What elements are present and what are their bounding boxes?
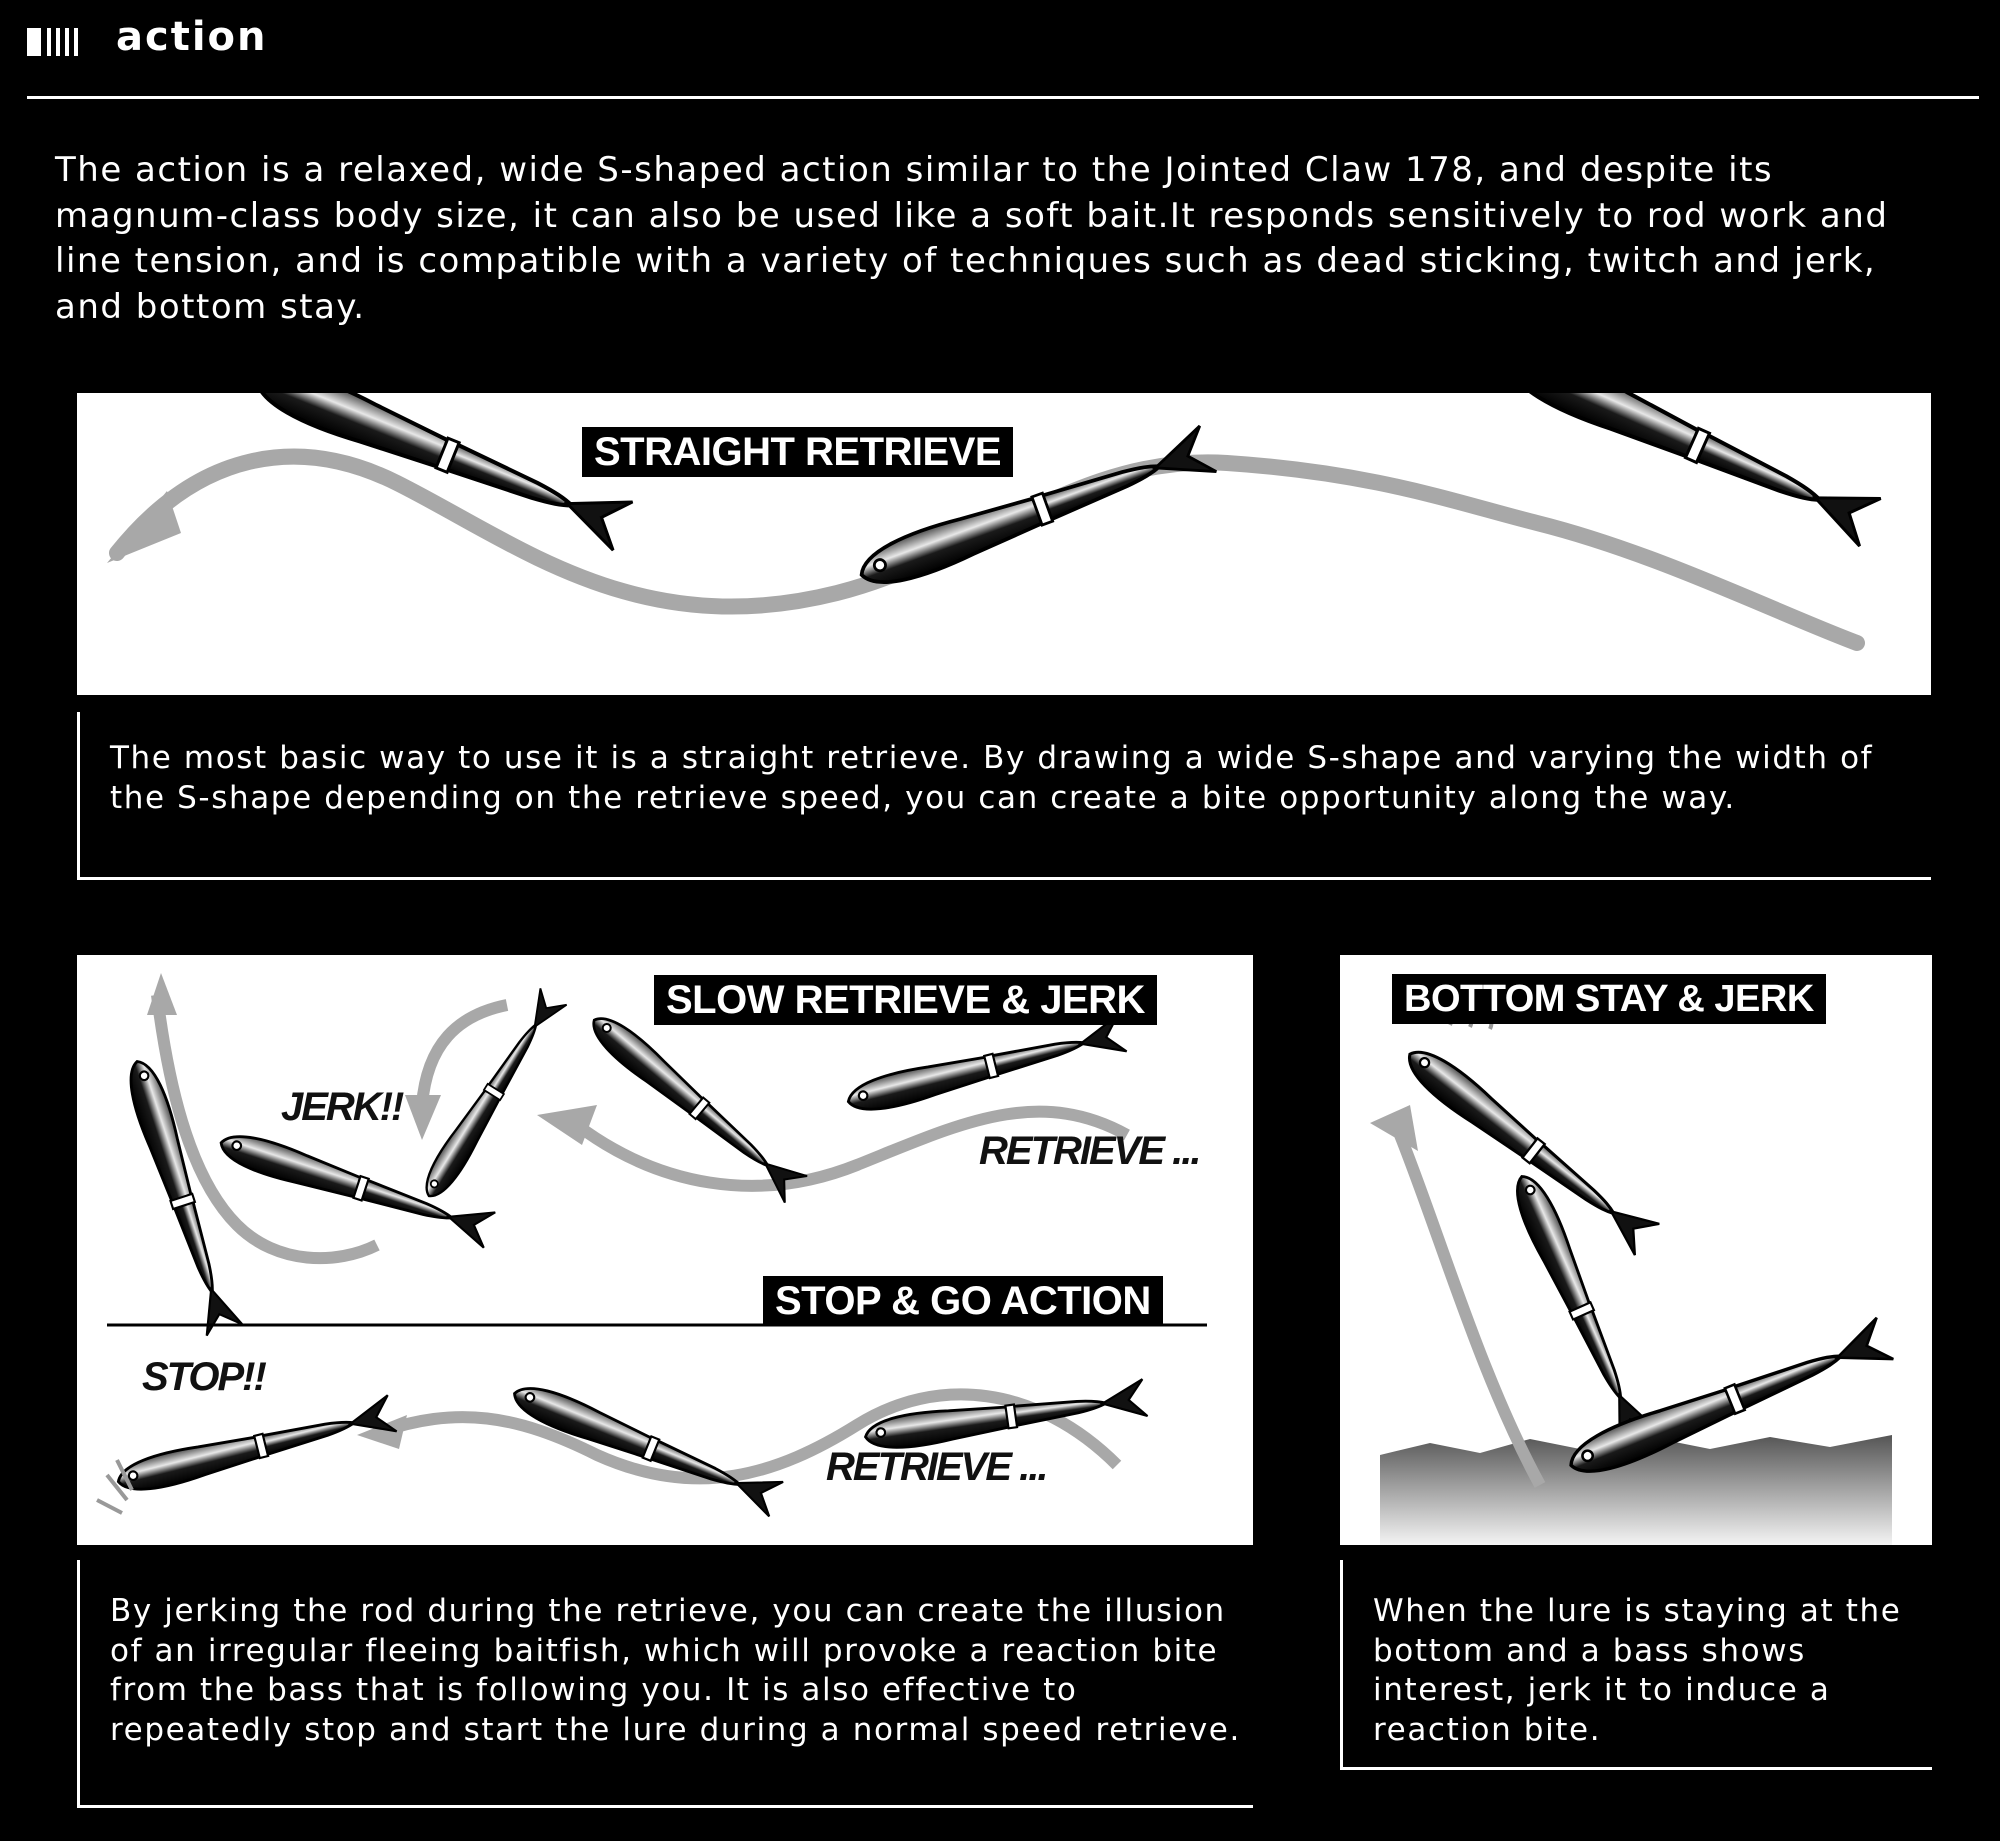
- retrieve-label-lower: RETRIEVE ...: [826, 1445, 1047, 1489]
- bottom-stay-jerk-illustration: [1340, 955, 1932, 1545]
- slow-retrieve-jerk-label: SLOW RETRIEVE & JERK: [654, 975, 1157, 1025]
- intro-text: The action is a relaxed, wide S-shaped action similar to the Jointed Claw 178, and despite its magnum-class body size, it can also be used like a soft bait.It responds sensitively to rod work and line tension, and is compatible with a variety of techniques such as dead sticking, twitch and jerk, and bottom stay.: [55, 150, 1889, 327]
- header-divider: [27, 96, 1979, 99]
- bottom-stay-jerk-drawing: [1340, 955, 1932, 1545]
- bottom-stay-jerk-caption: When the lure is staying at the bottom and a bass shows interest, jerk it to induce a reaction bite.: [1340, 1560, 1932, 1770]
- section-bars-icon: [27, 28, 81, 56]
- slow-retrieve-jerk-drawing: [77, 955, 1253, 1545]
- slow-retrieve-jerk-caption: By jerking the rod during the retrieve, you can create the illusion of an irregular fleeing baitfish, which will provoke a reaction bite from the bass that is following you. It is also effective to repeatedly stop and start the lure during a normal speed retrieve.: [77, 1560, 1253, 1808]
- section-title: action: [116, 14, 268, 60]
- straight-retrieve-caption: The most basic way to use it is a straight retrieve. By drawing a wide S-shape and varying the width of the S-shape depending on the retrieve speed, you can create a bite opportunity along the way.: [77, 712, 1931, 880]
- slow-retrieve-jerk-illustration: [77, 955, 1253, 1545]
- straight-retrieve-illustration: [77, 393, 1931, 695]
- stop-go-action-label: STOP & GO ACTION: [763, 1276, 1163, 1326]
- stop-label: STOP!!: [142, 1355, 265, 1399]
- bottom-stay-jerk-label: BOTTOM STAY & JERK: [1392, 974, 1826, 1024]
- straight-retrieve-label: STRAIGHT RETRIEVE: [582, 427, 1013, 477]
- jerk-label: JERK!!: [281, 1085, 403, 1129]
- retrieve-label-upper: RETRIEVE ...: [979, 1129, 1200, 1173]
